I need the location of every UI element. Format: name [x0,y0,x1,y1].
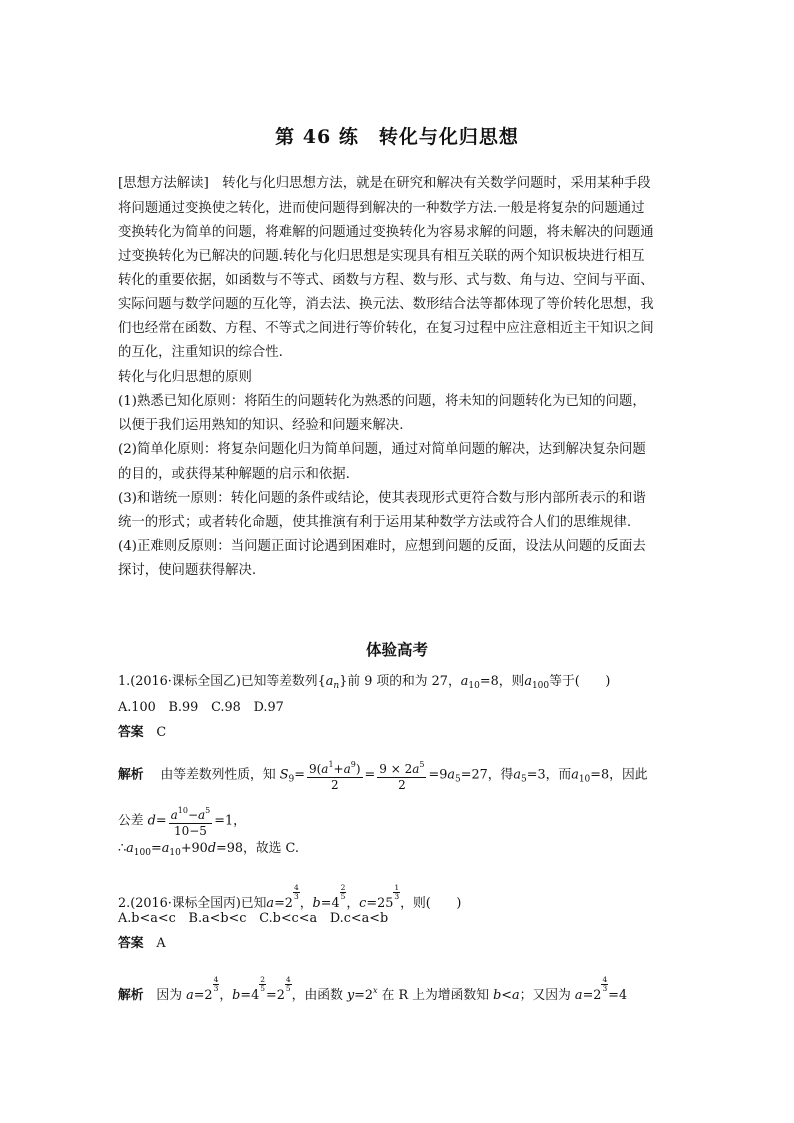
principle-line: 统一的形式；或者转化命题，使其推演有利于运用某种数学方法或符合人们的思维规律. [118,515,632,530]
page-title: 第 46 练 转化与化归思想 [275,126,519,148]
principle-line: (3)和谐统一原则：转化问题的条件或结论，使其表现形式更符合数与形内部所表示的和谐 [118,491,646,506]
intro-label: [思想方法解读] [118,176,209,191]
intro-line: 们也经常在函数、方程、不等式之间进行等价转化，在复习过程中应注意相近主干知识之间 [118,321,654,336]
question-1-options: A.100 B.99 C.98 D.97 [118,700,284,715]
intro-line: [思想方法解读] 转化与化归思想方法，就是在研究和解决有关数学问题时，采用某种手段 [118,176,651,191]
intro-line: 的互化，注重知识的综合性. [118,345,283,360]
question-2-options: A.b<a<c B.a<b<c C.b<c<a D.c<a<b [118,911,389,926]
intro-line: 过变换转化为已解决的问题.转化与化归思想是实现具有相互关联的两个知识板块进行相互 [118,249,645,264]
principle-line: 的目的，或获得某种解题的启示和依据. [118,467,350,482]
question-1-explain-line-1: 解析 由等差数列性质，知 $S_9=$ $\frac{9(a^1+a^9)}{2}$ = $\frac{9 \times 2a^5}{2}$ $=9a_5=27$，得$a_5=3$，而$a_{10}=8$，因此 [118,757,648,793]
principle-line: (2)简单化原则：将复杂问题化归为简单问题，通过对简单问题的解决，达到解决复杂问题 [118,442,646,457]
principle-line: 探讨，使问题获得解决. [118,563,257,578]
intro-line: 变换转化为简单的问题，将难解的问题通过变换转化为容易求解的问题，将未解决的问题通 [118,225,654,240]
intro-line: 转化的重要依据，如函数与不等式、函数与方程、数与形、式与数、角与边、空间与平面、 [118,273,654,288]
question-2: 2.(2016·课标全国丙)已知a=2 $\frac{4}{3}$ ，b=4 $\frac{2}{5}$ ，c=25 $\frac{1}{3}$ ，则( ) [118,883,462,911]
question-1: 1.(2016·课标全国乙)已知等差数列$\{a_n\}$前 9 项的和为 27，$a_{10}=8$，则$a_{100}$等于( ) [118,674,611,691]
question-1-explain-line-2: 公差 d= $\frac{a^{10}-a^5}{10-5}$ =1， [118,803,246,839]
principle-line: (1)熟悉已知化原则：将陌生的问题转化为熟悉的问题，将未知的问题转化为已知的问题， [118,394,646,409]
intro-line: 实际问题与数学问题的互化等，消去法、换元法、数形结合法等都体现了等价转化思想，我 [118,297,654,312]
question-1-explain-line-3: $\therefore a_{100}=a_{10}+90d=98$，故选 C. [118,841,299,858]
principles-title: 转化与化归思想的原则 [118,370,252,385]
principle-line: 以便于我们运用熟知的知识、经验和问题来解决. [118,418,404,433]
question-2-answer: 答案 A [118,936,166,951]
section-title: 体验高考 [365,640,428,659]
intro-line: 将问题通过变换使之转化，进而使问题得到解决的一种数学方法.一般是将复杂的问题通过 [118,201,645,216]
question-2-explain: 解析 因为 a=2 $\frac{4}{3}$ ，b=4 $\frac{2}{5}$ =2 $\frac{4}{5}$ ，由函数 $y=2^x$ 在 R 上为增函数知 b<a；又因为 a=2 $\frac{4}{3}$ =4 [118,975,628,1003]
principle-line: (4)正难则反原则：当问题正面讨论遇到困难时，应想到问题的反面，设法从问题的反面去 [118,539,646,554]
question-1-answer: 答案 C [118,725,167,740]
